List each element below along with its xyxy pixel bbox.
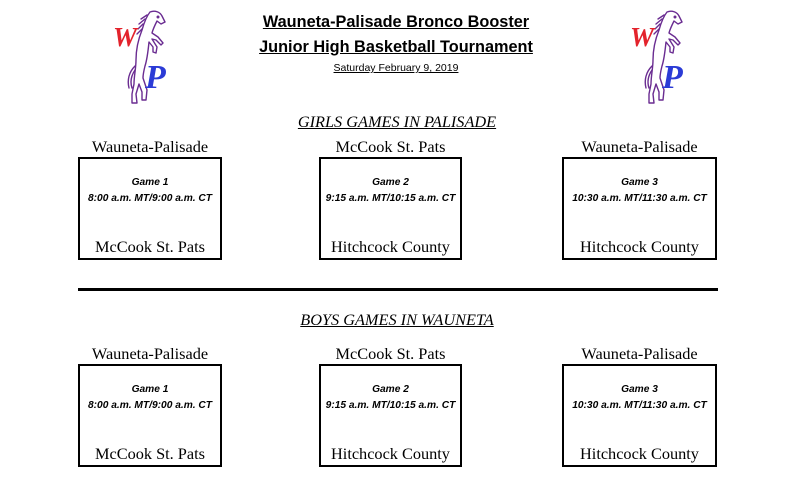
game-box (562, 157, 717, 260)
game-number: Game 1 (131, 384, 169, 395)
game-box (319, 157, 462, 260)
game-time: 9:15 a.m. MT/10:15 a.m. CT (325, 400, 456, 411)
wp-bronco-logo-right (629, 10, 689, 104)
bronco-horse-icon (112, 10, 172, 104)
game-number: Game 2 (372, 177, 409, 188)
top-team-name: Wauneta-Palisade (581, 344, 698, 363)
wp-bronco-logo-left (112, 10, 172, 104)
top-team-name: McCook St. Pats (335, 137, 446, 156)
bottom-team-name: Hitchcock County (580, 444, 699, 463)
bottom-team-name: McCook St. Pats (95, 237, 205, 256)
bottom-team-name: McCook St. Pats (95, 444, 205, 463)
game-number: Game 3 (621, 177, 658, 188)
game-time: 8:00 a.m. MT/9:00 a.m. CT (88, 193, 212, 204)
top-team-name: Wauneta-Palisade (91, 137, 209, 156)
game-number: Game 2 (372, 384, 409, 395)
girls-section-heading: GIRLS GAMES IN PALISADE (297, 112, 497, 131)
girls-games-row (0, 138, 800, 263)
girls-game-2-bracket (319, 138, 462, 262)
game-number: Game 1 (131, 177, 169, 188)
section-divider (78, 288, 718, 291)
girls-game-3-bracket (562, 138, 717, 262)
top-team-name: Wauneta-Palisade (581, 137, 698, 156)
game-box (78, 157, 222, 260)
game-time: 8:00 a.m. MT/9:00 a.m. CT (88, 400, 212, 411)
logo-letter-p: P (662, 59, 683, 96)
top-team-name: Wauneta-Palisade (91, 344, 209, 363)
game-time: 10:30 a.m. MT/11:30 a.m. CT (572, 193, 707, 204)
boys-game-3-bracket (562, 345, 717, 469)
girls-game-1-bracket (78, 138, 222, 262)
logo-letter-w: W (113, 22, 138, 52)
bottom-team-name: Hitchcock County (331, 237, 450, 256)
game-box (78, 364, 222, 467)
game-time: 9:15 a.m. MT/10:15 a.m. CT (325, 193, 456, 204)
logo-letter-w: W (630, 22, 655, 52)
title-line-1: Wauneta-Palisade Bronco Booster (262, 13, 530, 31)
bottom-team-name: Hitchcock County (331, 444, 450, 463)
game-time: 10:30 a.m. MT/11:30 a.m. CT (572, 400, 707, 411)
logo-letter-p: P (145, 59, 166, 96)
bottom-team-name: Hitchcock County (580, 237, 699, 256)
title-line-2: Junior High Basketball Tournament (259, 38, 533, 56)
game-box (562, 364, 717, 467)
event-date: Saturday February 9, 2019 (333, 62, 459, 74)
top-team-name: McCook St. Pats (335, 344, 446, 363)
game-box (319, 364, 462, 467)
bronco-horse-icon (629, 10, 689, 104)
boys-game-2-bracket (319, 345, 462, 469)
boys-section-heading: BOYS GAMES IN WAUNETA (300, 310, 494, 329)
game-number: Game 3 (621, 384, 658, 395)
boys-games-row (0, 345, 800, 470)
boys-game-1-bracket (78, 345, 222, 469)
